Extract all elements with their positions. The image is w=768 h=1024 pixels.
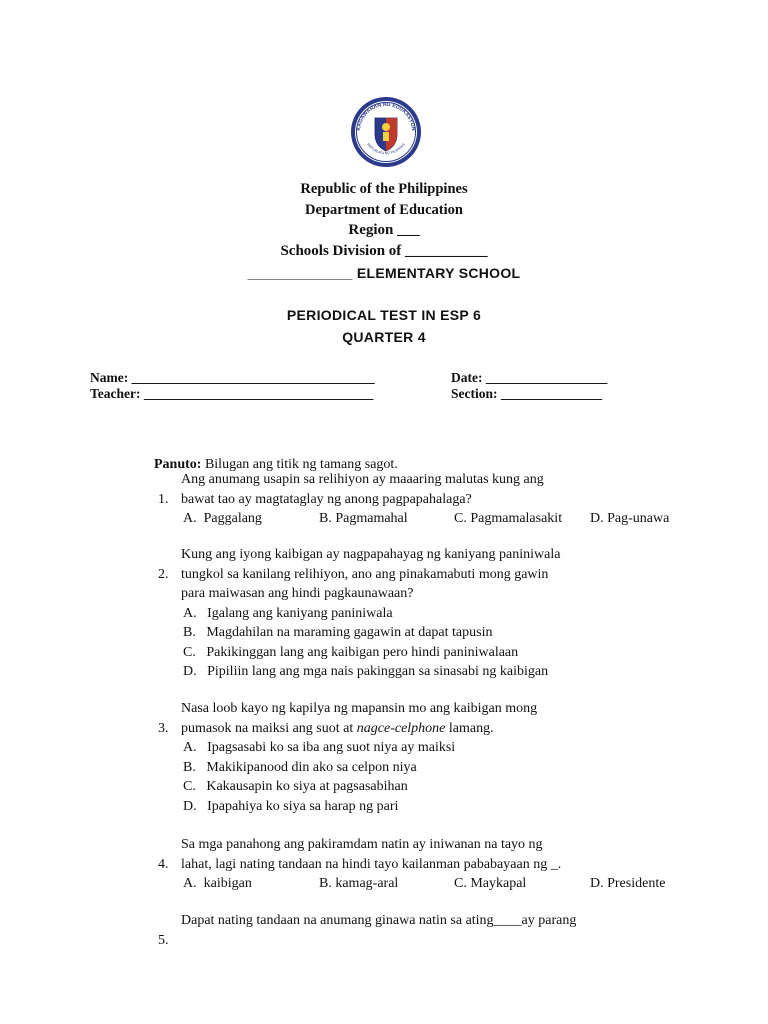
section-field: Section: _______________ bbox=[451, 386, 603, 401]
option-b: B. Makikipanood din ako sa celpon niya bbox=[183, 759, 417, 775]
option-a: A. Igalang ang kaniyang paniniwala bbox=[183, 605, 393, 621]
option-c: C. Pakikinggan lang ang kaibigan pero hindi paniniwalaan bbox=[183, 644, 519, 660]
header-region: Region ___ bbox=[348, 222, 420, 238]
question-stem-line: bawat tao ay magtataglay ng anong pagpapahalaga? bbox=[181, 491, 472, 507]
test-title: PERIODICAL TEST IN ESP 6 bbox=[286, 307, 482, 323]
option-c: C. Pagmamalasakit bbox=[454, 511, 563, 526]
option-d: D. Pag-unawa bbox=[590, 511, 670, 526]
date-field: Date: __________________ bbox=[451, 370, 608, 385]
stem-italic-text: nagce-celphone bbox=[356, 720, 446, 736]
question-stem-line: Nasa loob kayo ng kapilya ng mapansin mo ang kaibigan mong bbox=[181, 701, 538, 716]
option-d: D. Ipapahiya ko siya sa harap ng pari bbox=[183, 798, 399, 814]
question-number: 3. bbox=[158, 720, 169, 736]
header-department: Department of Education bbox=[305, 202, 463, 218]
instructions-label: Panuto: bbox=[154, 457, 202, 472]
question-number: 1. bbox=[158, 491, 169, 507]
option-d: D. Presidente bbox=[590, 876, 666, 891]
quarter-label: QUARTER 4 bbox=[342, 329, 426, 345]
question-stem-line: tungkol sa kanilang relihiyon, ano ang pinakamabuti mong gawin bbox=[181, 566, 549, 582]
option-a: A. kaibigan bbox=[183, 876, 252, 891]
stem-text: lamang. bbox=[445, 720, 494, 736]
question-5 bbox=[158, 911, 577, 970]
seal-ring-text-bottom: REPUBLIKA NG PILIPINAS bbox=[366, 142, 406, 156]
option-b: B. Pagmamahal bbox=[319, 511, 408, 526]
header-division: Schools Division of ___________ bbox=[280, 243, 488, 259]
question-stem-line: Dapat nating tandaan na anumang ginawa natin sa ating____ay parang bbox=[181, 913, 577, 928]
option-b: B. kamag-aral bbox=[319, 876, 399, 891]
header-school: _____________ ELEMENTARY SCHOOL bbox=[247, 265, 521, 281]
question-stem-line: Sa mga panahong ang pakiramdam natin ay iniwanan na tayo ng bbox=[181, 837, 543, 852]
question-stem-line: lahat, lagi nating tandaan na hindi tayo kailanman pababayaan ng _. bbox=[181, 856, 562, 872]
question-stem-line: Kung ang iyong kaibigan ay nagpapahayag ng kaniyang paniniwala bbox=[181, 547, 561, 562]
instructions-text: Bilugan ang titik ng tamang sagot. bbox=[201, 457, 398, 472]
header-republic: Republic of the Philippines bbox=[300, 181, 468, 197]
seal-ring-text-top: KAGAWARAN NG EDUKASYON bbox=[355, 101, 417, 132]
option-a: A. Paggalang bbox=[183, 511, 262, 526]
teacher-field: Teacher: __________________________________ bbox=[90, 386, 374, 401]
option-a: A. Ipagsasabi ko sa iba ang suot niya ay maiksi bbox=[183, 740, 456, 755]
question-stem-line: para maiwasan ang hindi pagkaunawaan? bbox=[181, 586, 414, 601]
question-number: 4. bbox=[158, 856, 169, 872]
name-field: Name: ____________________________________ bbox=[90, 370, 375, 385]
option-b: B. Magdahilan na maraming gagawin at dapat tapusin bbox=[183, 625, 493, 640]
option-d: D. Pipiliin lang ang mga nais pakinggan sa sinasabi ng kaibigan bbox=[183, 664, 549, 679]
option-c: C. Kakausapin ko siya at pagsasabihan bbox=[183, 779, 408, 794]
question-number: 5. bbox=[158, 932, 169, 948]
stem-text: pumasok na maiksi ang suot at bbox=[181, 720, 357, 736]
deped-seal-icon bbox=[350, 96, 422, 168]
instructions bbox=[147, 441, 398, 473]
question-number: 2. bbox=[158, 566, 169, 582]
option-c: C. Maykapal bbox=[454, 876, 527, 891]
question-stem-line bbox=[181, 719, 494, 739]
question-stem-line: Ang anumang usapin sa relihiyon ay maaaring malutas kung ang bbox=[181, 472, 544, 487]
